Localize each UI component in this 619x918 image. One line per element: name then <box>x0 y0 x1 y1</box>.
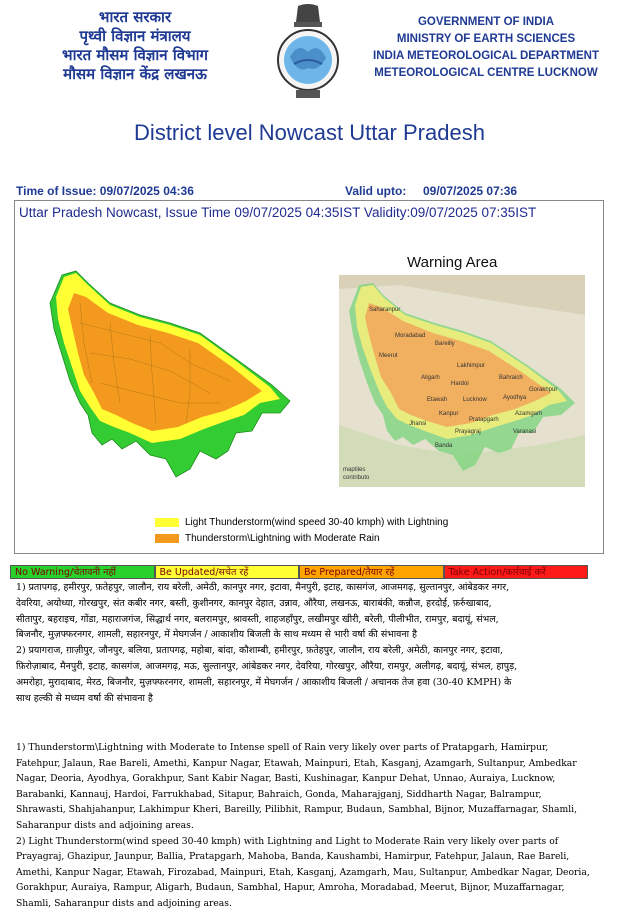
time-of-issue: Time of Issue: 09/07/2025 04:36 <box>16 184 194 198</box>
valid-upto-value: 09/07/2025 07:36 <box>423 184 518 198</box>
status-be-prepared: Be Prepared/तैयार रहें <box>299 565 444 579</box>
panel-title: Uttar Pradesh Nowcast, Issue Time 09/07/2025 04:35IST Validity:09/07/2025 07:35IST <box>19 205 537 220</box>
svg-text:Prayagraj: Prayagraj <box>455 429 481 435</box>
hindi-text-line: सीतापुर, बहराइच, गोंडा, महाराजगंज, सिद्धार्थ नगर, बलरामपुर, श्रावस्ती, शाहजहाँपुर, लखीमपुर खीरी, बरेली, पीलीभीत, रामपुर, बदायूं, संभल, <box>16 613 499 625</box>
svg-text:Ayodhya: Ayodhya <box>503 395 527 401</box>
hindi-header <box>10 8 260 84</box>
svg-text:Azamgarh: Azamgarh <box>515 411 543 417</box>
english-text-line: Gorakhpur, Auraiya, Rampur, Aligarh, Budaun, Sambhal, Hapur, Amroha, Moradabad, Meerut, Bijnor, Muzaffarnagar, <box>16 882 565 894</box>
english-header-line: MINISTRY OF EARTH SCIENCES <box>396 33 576 45</box>
hindi-text-line: फ़िरोज़ाबाद, मैनपुरी, इटाह, कासगंज, आजमगढ़, मऊ, सुल्तानपुर, आंबेडकर नगर, देवरिया, गोरखपुर, औरैया, रामपुर, अलीगढ़, बदायूं, संभल, हापुड़, <box>16 660 518 672</box>
status-be-updated: Be Updated/सचेत रहें <box>155 565 300 579</box>
warning-area-inset-map <box>339 275 585 487</box>
up-warning-map <box>40 263 310 483</box>
hindi-text-line: साथ हल्की से मध्यम वर्षा की संभावना है <box>16 692 153 704</box>
english-text-line: Barabanki, Kannauj, Hardoi, Farrukhabad, Sitapur, Bahraich, Gonda, Maharajganj, Siddharth Nagar, Balrampur, <box>16 788 542 800</box>
status-no-warning: No Warning/चेतावनी नहीं <box>10 565 155 579</box>
english-text-line: Amethi, Kanpur Nagar, Etawah, Firozabad, Mainpuri, Etah, Kasganj, Azamgarh, Mau, Sultanpur, Ambedkar Nagar, Deoria, <box>16 866 590 878</box>
hindi-forecast-text <box>16 580 608 706</box>
nowcast-panel <box>14 200 604 554</box>
hindi-text-line: अमरोहा, मुरादाबाद, मेरठ, बिजनौर, मुज़फ्फरनगर, शामली, सहारनपुर, में मेघगर्जन / आकाशीय बिजली / अचानक तेज हवा (30-40 KMPH) के <box>16 676 512 688</box>
english-text-line: Nagar, Deoria, Ayodhya, Gorakhpur, Sant Kabir Nagar, Basti, Kushinagar, Kanpur Dehat, Unnao, Auraiya, Lucknow, <box>16 773 556 785</box>
hindi-header-line: मौसम विज्ञान केंद्र लखनऊ <box>63 65 207 83</box>
english-text-line: 2) Light Thunderstorm(wind speed 30-40 kmph) with Lightning and Light to Moderate Rain very likely over parts of <box>16 835 559 847</box>
english-header-line: GOVERNMENT OF INDIA <box>417 16 555 28</box>
svg-text:Bareilly: Bareilly <box>435 341 455 347</box>
status-take-action: Take Action/कार्रवाई करें <box>444 565 589 579</box>
english-header-line: INDIA METEOROLOGICAL DEPARTMENT <box>373 50 599 62</box>
page-title: District level Nowcast Uttar Pradesh <box>134 120 485 145</box>
legend-label: Thunderstorm\Lightning with Moderate Rain <box>185 532 380 544</box>
english-header-line: METEOROLOGICAL CENTRE LUCKNOW <box>374 67 598 79</box>
svg-text:Moradabad: Moradabad <box>395 333 426 339</box>
svg-text:Kanpur: Kanpur <box>439 411 459 417</box>
svg-text:contributo: contributo <box>343 475 370 481</box>
legend-label: Light Thunderstorm(wind speed 30-40 kmph) with Lightning <box>185 516 449 528</box>
svg-text:maptiles: maptiles <box>343 467 366 473</box>
imd-emblem-icon <box>268 2 348 102</box>
svg-text:Saharanpur: Saharanpur <box>369 307 401 313</box>
svg-text:Lakhimpur: Lakhimpur <box>457 363 486 369</box>
svg-text:Hardoi: Hardoi <box>451 381 469 387</box>
map-legend <box>155 514 448 546</box>
hindi-header-line: भारत मौसम विज्ञान विभाग <box>62 46 208 64</box>
hindi-text-line: बिजनौर, मुज़फ्फरनगर, शामली, सहारनपुर, में मेघगर्जन / आकाशीय बिजली के साथ मध्यम से भारी वर्षा की संभावना है <box>16 629 417 641</box>
english-header <box>355 14 617 82</box>
legend-swatch <box>155 518 179 527</box>
valid-upto-label: Valid upto: <box>345 184 407 198</box>
english-text-line: Saharanpur dists and adjoining areas. <box>16 819 194 831</box>
warning-area-title: Warning Area <box>407 254 498 271</box>
english-text-line: Prayagraj, Ghazipur, Jaunpur, Ballia, Pratapgarh, Mahoba, Banda, Kaushambi, Hamirpur, Fatehpur, Jalaun, Rae Bareli, <box>16 851 570 863</box>
svg-text:Varanasi: Varanasi <box>513 429 537 435</box>
svg-text:Bahraich: Bahraich <box>499 375 523 381</box>
svg-text:Gorakhpur: Gorakhpur <box>529 387 558 393</box>
hindi-text-line: 2) प्रयागराज, ग़ाज़ीपुर, जौनपुर, बलिया, प्रतापगढ़, महोबा, बांदा, कौशाम्बी, हमीरपुर, फ़तेहपुर, जालौन, राय बरेली, अमेठी, कानपुर नगर, इटावा, <box>16 645 504 657</box>
hindi-header-line: भारत सरकार <box>98 8 172 26</box>
english-text-line: Shrawasti, Shahjahanpur, Lakhimpur Kheri, Bareilly, Pilibhit, Rampur, Budaun, Sambhal, Bijnor, Muzaffarnagar, Shamli, <box>16 804 578 816</box>
english-forecast-text <box>16 740 594 912</box>
svg-text:Etawah: Etawah <box>427 397 448 403</box>
svg-text:Jhansi: Jhansi <box>409 421 427 427</box>
warning-status-bar <box>10 565 588 579</box>
legend-swatch <box>155 534 179 543</box>
legend-item <box>155 514 448 530</box>
svg-text:Pratapgarh: Pratapgarh <box>469 417 499 423</box>
svg-text:Banda: Banda <box>435 443 453 449</box>
svg-text:Aligarh: Aligarh <box>421 375 440 381</box>
english-text-line: 1) Thunderstorm\Lightning with Moderate to Intense spell of Rain very likely over parts of Pratapgarh, Hamirpur, <box>16 742 549 753</box>
svg-text:Meerut: Meerut <box>379 353 398 359</box>
legend-item <box>155 530 448 546</box>
hindi-text-line: 1) प्रतापगढ़, हमीरपुर, फ़तेहपुर, जालौन, राय बरेली, अमेठी, कानपुर नगर, इटावा, मैनपुरी, इटाह, कासगंज, आजमगढ़, सुल्तानपुर, आंबेडकर नगर, <box>16 582 510 593</box>
english-text-line: Shamli, Saharanpur dists and adjoining areas. <box>16 897 232 909</box>
hindi-header-line: पृथ्वी विज्ञान मंत्रालय <box>79 27 191 45</box>
hindi-text-line: देवरिया, अयोध्या, गोरखपुर, संत कबीर नगर, बस्ती, कुशीनगर, कानपुर देहात, उन्नाव, औरैया, लखनऊ, बाराबंकी, कन्नौज, हरदोई, फ़र्रुखाबाद, <box>16 597 492 609</box>
english-text-line: Fatehpur, Jalaun, Rae Bareli, Amethi, Kanpur Nagar, Etawah, Mainpuri, Etah, Kasganj, Azamgarh, Sultanpur, Ambedkar <box>16 757 577 769</box>
svg-text:Lucknow: Lucknow <box>463 397 487 403</box>
